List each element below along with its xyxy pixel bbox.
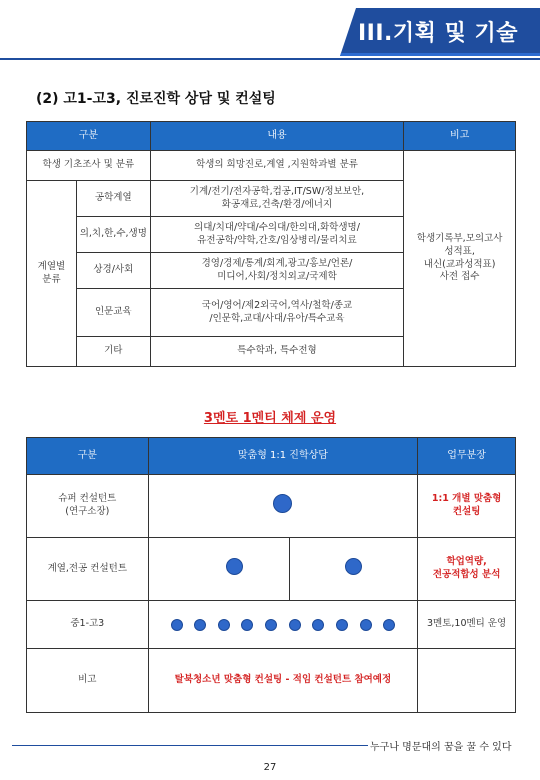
consultant-dot [345,558,362,575]
row-content: 특수학과, 특수전형 [150,337,403,367]
mentor-title-text: 3멘토 1멘티 체제 운영 [203,411,337,426]
row-label: 기타 [76,337,150,367]
dot-cell [148,601,418,649]
dot-cell [290,538,418,601]
role-cell: 학업역량, 전공적합성 분석 [418,538,516,601]
mentor-table [26,437,516,713]
col-header-content: 내용 [150,122,403,151]
page-header [0,0,540,64]
table-row [27,601,516,649]
mentee-dot [312,619,324,631]
table-row [27,475,516,538]
consultant-dot [226,558,243,575]
chapter-title: III.기획 및 기술 [358,21,518,46]
note-cell: 탈북청소년 맞춤형 컨설팅 - 적임 컨설턴트 참여예정 [148,649,418,713]
row-content: 국어/영어/제2외국어,역사/철학/종교 /인문학,교대/사대/유아/특수교육 [150,289,403,337]
table-header-row [27,122,516,151]
footer-divider [12,745,368,746]
header-divider [0,58,540,60]
role-cell: 3멘토,10멘티 운영 [418,601,516,649]
group-label: 계열별 분류 [27,181,77,367]
row-content: 기계/전기/전자공학,컴공,IT/SW/정보보안, 화공재료,건축/환경/에너지 [150,181,403,217]
row-content: 학생의 희망진로,계열 ,지원학과별 분류 [150,151,403,181]
row-label: 비고 [27,649,149,713]
col-header-category: 구분 [27,438,149,475]
row-label: 학생 기초조사 및 분류 [27,151,151,181]
dot-cell [148,538,290,601]
note-cell: 학생기록부,모의고사 성적표, 내신(교과성적표) 사전 접수 [404,151,516,367]
mentee-dot [171,619,183,631]
mentee-dot [336,619,348,631]
col-header-consulting: 맞춤형 1:1 진학상담 [148,438,418,475]
table-row [27,649,516,713]
footer-slogan: 누구나 명문대의 꿈을 꿀 수 있다 [370,742,512,753]
mentee-dot [194,619,206,631]
mentee-dots [149,619,418,631]
row-label: 공학계열 [76,181,150,217]
row-label: 의,치,한,수,생명 [76,217,150,253]
dot-cell [148,475,418,538]
col-header-note: 비고 [404,122,516,151]
empty-cell [418,649,516,713]
row-label: 상경/사회 [76,253,150,289]
row-content: 경영/경제/통계/회계,광고/홍보/언론/ 미디어,사회/정치외교/국제학 [150,253,403,289]
table-header-row [27,438,516,475]
mentee-dot [289,619,301,631]
mentor-section-title [0,407,540,426]
row-label: 인문교육 [76,289,150,337]
table-row [27,151,516,181]
page-number: 27 [263,762,277,773]
table-row [27,538,516,601]
row-label: 계열,전공 컨설턴트 [27,538,149,601]
row-content: 의대/치대/약대/수의대/한의대,화학생명/ 유전공학/약학,간호/임상병리/물리치료 [150,217,403,253]
mentee-dot [265,619,277,631]
mentee-dot [218,619,230,631]
section-title: (2) 고1-고3, 진로진학 상담 및 컨설팅 [36,91,276,107]
role-cell: 1:1 개별 맞춤형 컨설팅 [418,475,516,538]
consulting-table [26,121,516,367]
mentee-dot [360,619,372,631]
mentee-dot [241,619,253,631]
col-header-role: 업무분장 [418,438,516,475]
col-header-category: 구분 [27,122,151,151]
super-consultant-dot [273,494,292,513]
row-label: 중1-고3 [27,601,149,649]
row-label: 슈퍼 컨설턴트 (연구소장) [27,475,149,538]
mentee-dot [383,619,395,631]
